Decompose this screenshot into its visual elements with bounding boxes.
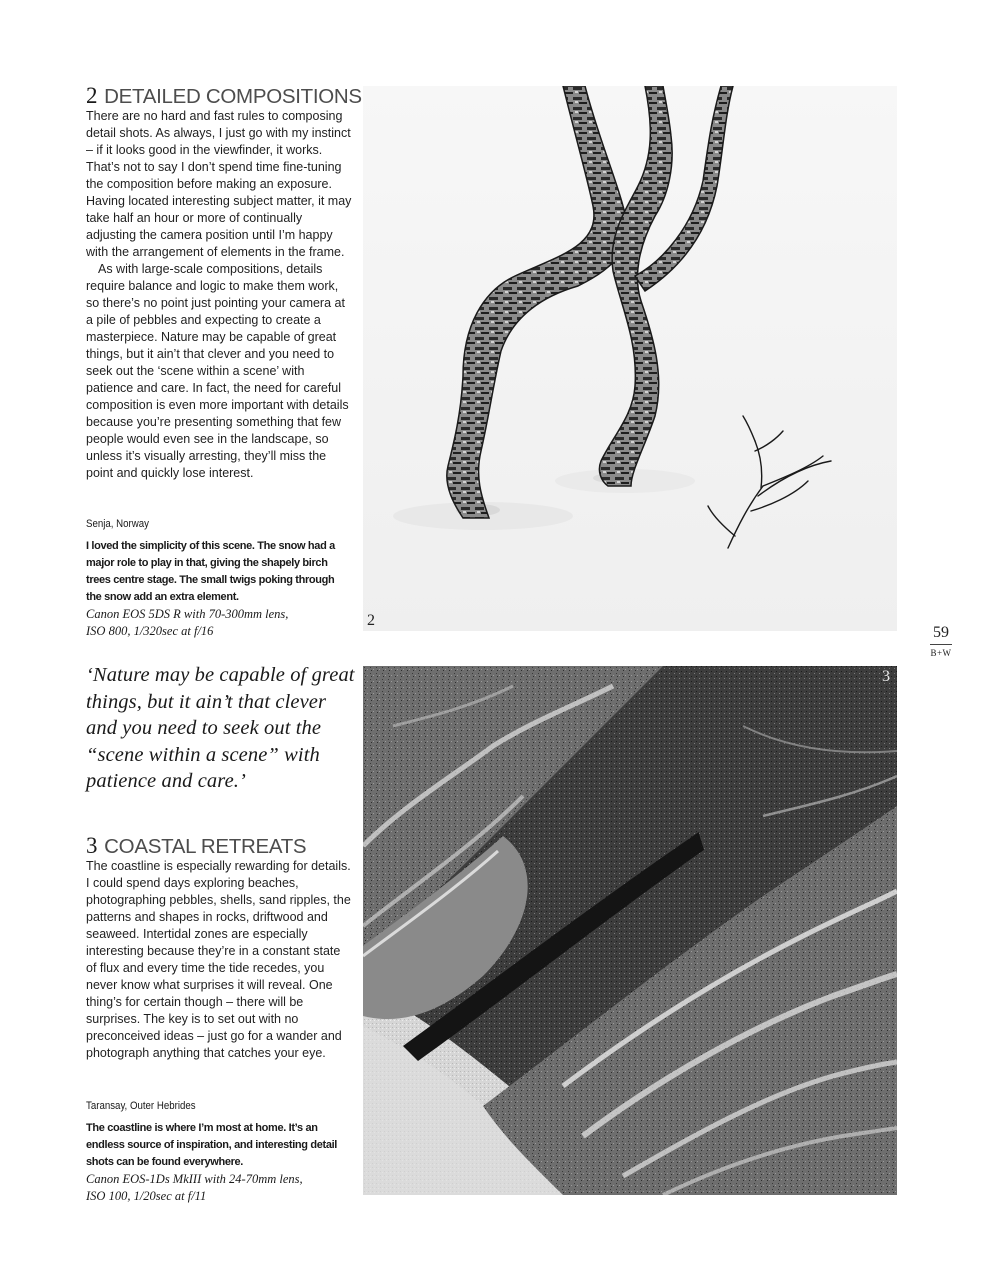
caption-description: The coastline is where I’m most at home. It’s an endless source of inspiration, and interesting detail shots can be found everywhere. bbox=[86, 1122, 338, 1168]
body-paragraph: The coastline is especially rewarding for details. I could spend days exploring beaches, photographing pebbles, shells, sand ripples, the patterns and shapes in rocks, driftwood and seaweed. Intertidal zones are especially interesting because they’re in a constant state of flux and every time the tide recedes, you never know what surprises it will reveal. One thing’s for certain though – there will be surprises. The key is to set out with no preconceived ideas – just go for a wander and photograph anything that catches your eye. bbox=[86, 859, 351, 1060]
birch-trees-illustration bbox=[363, 86, 897, 631]
section-2-body bbox=[86, 108, 352, 482]
section-3-heading bbox=[86, 834, 356, 858]
pull-quote: ‘Nature may be capable of great things, but it ain’t that clever and you need to seek out the “scene within a scene” with patience and care.’ bbox=[86, 664, 355, 793]
magazine-brand: B+W bbox=[930, 648, 952, 658]
caption-tech-line: ISO 100, 1/20sec at f/11 bbox=[86, 1189, 207, 1203]
body-paragraph: As with large-scale compositions, details require balance and logic to make them work, so there’s no point just pointing your camera at a pile of pebbles and expecting to create a masterpiece. Nature may be capable of great things, but it ain’t that clever and you need to seek out the ‘scene within a scene’ with patience and care. In fact, the need for careful composition is even more important with details because you’re presenting something that few people would even see in the landscape, so unless it’s visually arresting, they’ll miss the point and quickly lose interest. bbox=[86, 262, 349, 480]
section-2-caption bbox=[86, 516, 344, 640]
section-2-number: 2 bbox=[86, 83, 98, 108]
photo-coastal-rocks bbox=[363, 666, 897, 1195]
page-number: 59 bbox=[933, 624, 949, 641]
folio-divider bbox=[930, 644, 952, 645]
section-2-heading bbox=[86, 83, 362, 108]
section-3-body bbox=[86, 858, 352, 1062]
caption-tech-line: Canon EOS 5DS R with 70-300mm lens, bbox=[86, 607, 289, 621]
caption-tech-line: ISO 800, 1/320sec at f/16 bbox=[86, 624, 214, 638]
section-3-title: COASTAL RETREATS bbox=[104, 835, 307, 858]
section-2-title: DETAILED COMPOSITIONS bbox=[104, 85, 362, 108]
caption-location: Taransay, Outer Hebrides bbox=[86, 1100, 196, 1112]
section-3-caption bbox=[86, 1098, 344, 1205]
coastal-rocks-illustration bbox=[363, 666, 897, 1195]
caption-description: I loved the simplicity of this scene. The snow had a major role to play in that, giving the shapely birch trees centre stage. The small twigs poking through the snow add an extra element. bbox=[86, 540, 335, 603]
photo-2-number: 2 bbox=[367, 612, 375, 629]
caption-tech-line: Canon EOS-1Ds MkIII with 24-70mm lens, bbox=[86, 1172, 303, 1186]
body-paragraph: There are no hard and fast rules to composing detail shots. As always, I just go with my instinct – if it looks good in the viewfinder, it works. That’s not to say I don’t spend time fine-tuning the composition before making an exposure. Having located interesting subject matter, it may take half an hour or more of continually adjusting the camera position until I’m happy with the arrangement of elements in the frame. bbox=[86, 109, 352, 259]
photo-birch-trees-in-snow bbox=[363, 86, 897, 631]
caption-location: Senja, Norway bbox=[86, 518, 149, 530]
photo-3-number: 3 bbox=[882, 668, 890, 685]
section-3-number: 3 bbox=[86, 833, 98, 858]
